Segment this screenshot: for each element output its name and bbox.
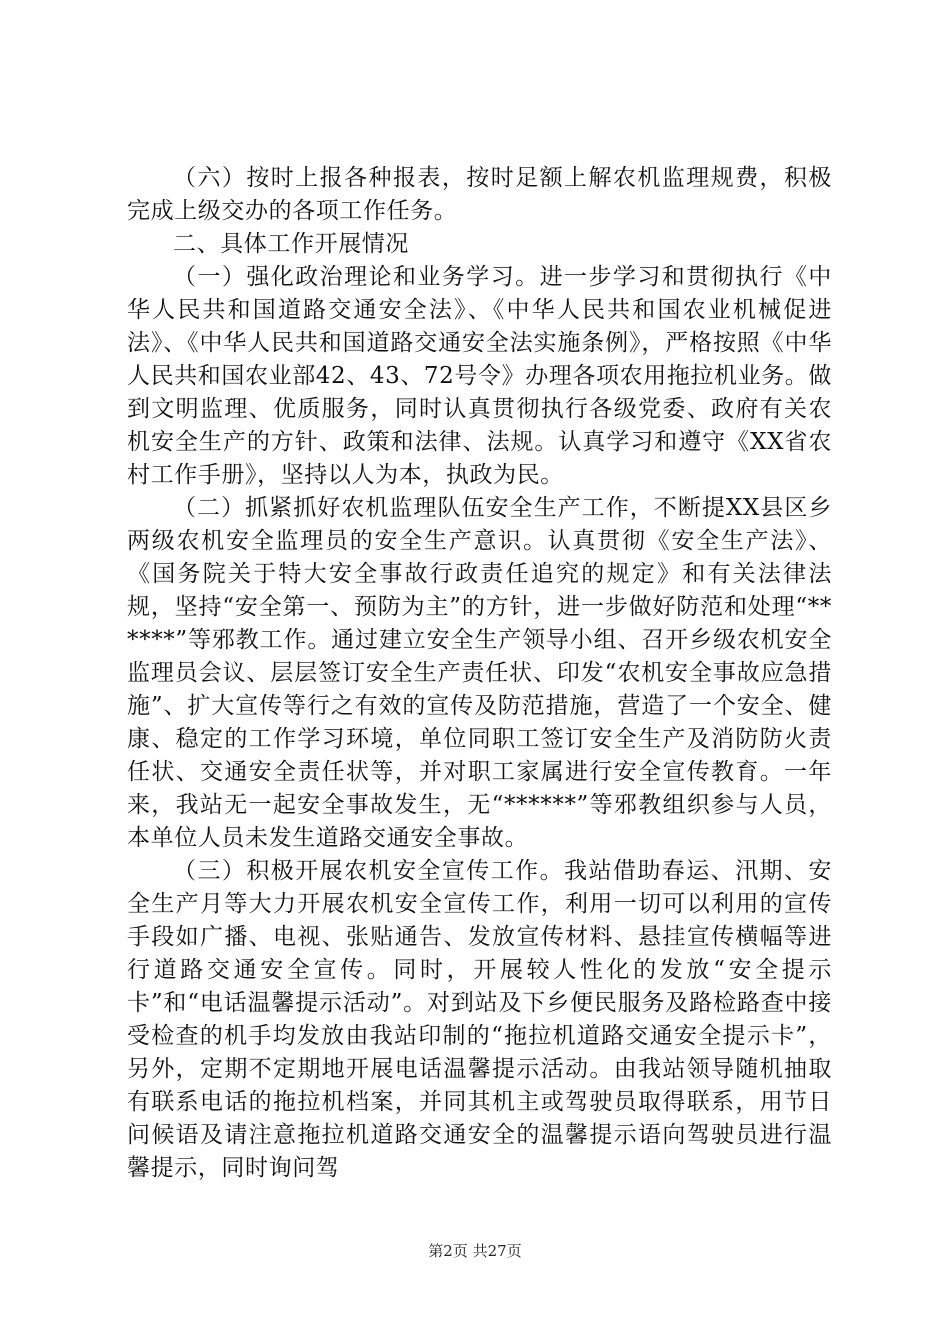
paragraph-item-two: （二）抓紧抓好农机监理队伍安全生产工作，不断提XX县区乡两级农机安全监理员的安全生产意识。认真贯彻《安全生产法》、《国务院关于特大安全事故行政责任追究的规定》和有关法律法规，坚持“安全第一、预防为主”的方针，进一步做好防范和处理“******”等邪教工作。通过建立安全生产领导小组、召开乡级农机安全监理员会议、层层签订安全生产责任状、印发“农机安全事故应急措施”、扩大宣传等行之有效的宣传及防范措施，营造了一个安全、健康、稳定的工作学习环境，单位同职工签订安全生产及消防防火责任状、交通安全责任状等，并对职工家属进行安全宣传教育。一年来，我站无一起安全事故发生，无“******”等邪教组织参与人员，本单位人员未发生道路交通安全事故。 xyxy=(127,495,832,851)
document-body xyxy=(127,162,832,1185)
paragraph-item-one: （一）强化政治理论和业务学习。进一步学习和贯彻执行《中华人民共和国道路交通安全法》、《中华人民共和国农业机械促进法》、《中华人民共和国道路交通安全法实施条例》，严格按照《中华人民共和国农业部42、43、72号令》办理各项农用拖拉机业务。做到文明监理、优质服务，同时认真贯彻执行各级党委、政府有关农机安全生产的方针、政策和法律、法规。认真学习和遵守《XX省农村工作手册》，坚持以人为本，执政为民。 xyxy=(127,264,832,488)
page-footer: 第2页 共27页 xyxy=(428,1242,522,1260)
section-heading: 二、具体工作开展情况 xyxy=(173,231,409,257)
paragraph-item-six: （六）按时上报各种报表，按时足额上解农机监理规费，积极完成上级交办的各项工作任务。 xyxy=(127,165,832,224)
paragraph-item-three: （三）积极开展农机安全宣传工作。我站借助春运、汛期、安全生产月等大力开展农机安全宣传工作，利用一切可以利用的宣传手段如广播、电视、张贴通告、发放宣传材料、悬挂宣传横幅等进行道路交通安全宣传。同时，开展较人性化的发放“安全提示卡”和“电话温馨提示活动”。对到站及下乡便民服务及路检路查中接受检查的机手均发放由我站印制的“拖拉机道路交通安全提示卡”，另外，定期不定期地开展电话温馨提示活动。由我站领导随机抽取有联系电话的拖拉机档案，并同其机主或驾驶员取得联系，用节日问候语及请注意拖拉机道路交通安全的温馨提示语向驾驶员进行温馨提示，同时询问驾 xyxy=(127,858,832,1181)
